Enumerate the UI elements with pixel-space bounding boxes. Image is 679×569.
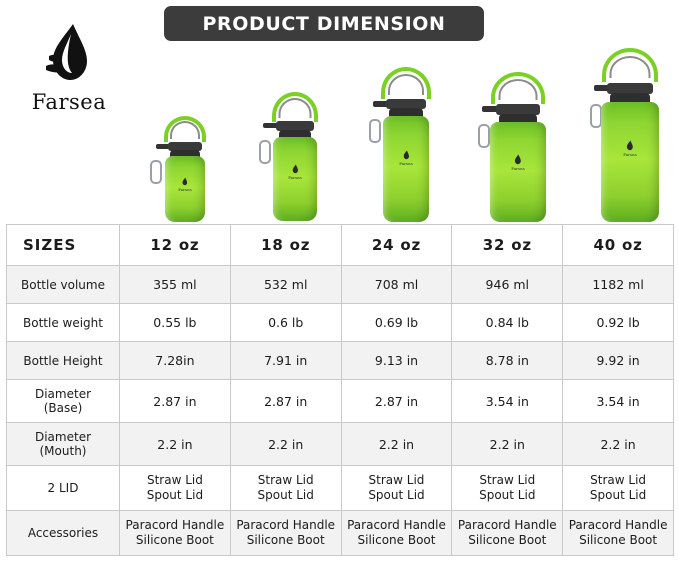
cell-lid-24oz-line2: Spout Lid	[368, 488, 425, 502]
cell-weight-40oz: 0.92 lb	[563, 304, 674, 342]
cell-lid-12oz	[120, 466, 231, 511]
bottle-body	[383, 116, 429, 222]
cell-accessories-40oz-line2: Silicone Boot	[579, 533, 658, 547]
bottle-lineup	[130, 42, 675, 222]
bottle-image-40oz	[580, 70, 679, 222]
table-header-40oz: 40 oz	[563, 225, 674, 266]
cell-diameter-base-40oz: 3.54 in	[563, 380, 674, 423]
row-label-2-lid: 2 LID	[7, 466, 120, 511]
cell-height-32oz: 8.78 in	[452, 342, 563, 380]
cell-lid-32oz-line1: Straw Lid	[479, 473, 536, 487]
cell-lid-18oz-line1: Straw Lid	[257, 473, 314, 487]
cell-diameter-base-24oz: 2.87 in	[341, 380, 452, 423]
page-title-banner	[164, 6, 484, 41]
cell-accessories-18oz	[230, 511, 341, 556]
cell-height-18oz: 7.91 in	[230, 342, 341, 380]
bottle-body	[273, 137, 317, 221]
bottle-image-32oz	[470, 92, 566, 222]
table-header-row	[7, 225, 674, 266]
cell-diameter-mouth-18oz: 2.2 in	[230, 423, 341, 466]
table-header-24oz: 24 oz	[341, 225, 452, 266]
cell-lid-18oz	[230, 466, 341, 511]
cell-diameter-base-18oz: 2.87 in	[230, 380, 341, 423]
table-row	[7, 423, 674, 466]
cell-diameter-base-32oz: 3.54 in	[452, 380, 563, 423]
bottle-brand-text: Farsea	[178, 187, 192, 193]
cell-accessories-40oz	[563, 511, 674, 556]
specification-table	[6, 224, 674, 556]
row-label-accessories: Accessories	[7, 511, 120, 556]
cell-lid-40oz-line2: Spout Lid	[589, 488, 647, 502]
bottle-brand-text: Farsea	[511, 166, 525, 171]
cell-diameter-mouth-40oz: 2.2 in	[563, 423, 674, 466]
cell-accessories-18oz-line2: Silicone Boot	[246, 533, 325, 547]
page-title: PRODUCT DIMENSION	[202, 12, 446, 35]
bottle-body	[165, 156, 205, 222]
cell-weight-12oz: 0.55 lb	[120, 304, 231, 342]
cell-volume-18oz: 532 ml	[230, 266, 341, 304]
cell-lid-40oz	[563, 466, 674, 511]
bottle-image-18oz	[255, 110, 335, 222]
cell-diameter-mouth-12oz: 2.2 in	[120, 423, 231, 466]
bottle-brand-mark	[399, 150, 413, 166]
table-header-label: SIZES	[7, 225, 120, 266]
cell-volume-12oz: 355 ml	[120, 266, 231, 304]
cell-volume-40oz: 1182 ml	[563, 266, 674, 304]
table-row	[7, 380, 674, 423]
table-header-18oz: 18 oz	[230, 225, 341, 266]
row-label-diameter-mouth	[7, 423, 120, 466]
table-row	[7, 511, 674, 556]
row-label-diameter-mouth-line1: Diameter	[34, 430, 92, 444]
table-header-32oz: 32 oz	[452, 225, 563, 266]
cell-volume-32oz: 946 ml	[452, 266, 563, 304]
bottle-brand-mark	[623, 140, 637, 157]
cell-lid-18oz-line2: Spout Lid	[257, 488, 314, 502]
cell-height-24oz: 9.13 in	[341, 342, 452, 380]
cell-accessories-40oz-line1: Paracord Handle	[568, 518, 668, 532]
table-row	[7, 342, 674, 380]
cell-weight-18oz: 0.6 lb	[230, 304, 341, 342]
cell-accessories-18oz-line1: Paracord Handle	[236, 518, 336, 532]
cell-diameter-mouth-32oz: 2.2 in	[452, 423, 563, 466]
carabiner-icon	[259, 140, 271, 164]
bottle-brand-mark	[178, 177, 192, 192]
bottle-brand-mark	[288, 164, 302, 180]
carabiner-icon	[369, 119, 381, 143]
row-label-diameter-base-line1: Diameter	[34, 387, 92, 401]
cell-accessories-12oz-line2: Silicone Boot	[135, 533, 214, 547]
bottle-brand-text: Farsea	[288, 174, 302, 180]
cell-weight-32oz: 0.84 lb	[452, 304, 563, 342]
cell-lid-40oz-line1: Straw Lid	[590, 473, 647, 487]
cell-lid-24oz	[341, 466, 452, 511]
bottle-brand-mark	[511, 154, 525, 171]
cell-accessories-12oz-line1: Paracord Handle	[125, 518, 225, 532]
cell-lid-32oz	[452, 466, 563, 511]
bottle-image-24oz	[363, 87, 449, 222]
bottle-brand-text: Farsea	[623, 152, 637, 158]
cell-accessories-24oz-line2: Silicone Boot	[357, 533, 436, 547]
cell-lid-32oz-line2: Spout Lid	[479, 488, 536, 502]
cell-lid-12oz-line2: Spout Lid	[146, 488, 204, 502]
cell-height-40oz: 9.92 in	[563, 342, 674, 380]
bottle-body	[601, 102, 659, 222]
brand-name: Farsea	[31, 90, 107, 114]
cell-diameter-base-12oz: 2.87 in	[120, 380, 231, 423]
cell-height-12oz: 7.28in	[120, 342, 231, 380]
cell-diameter-mouth-24oz: 2.2 in	[341, 423, 452, 466]
table-row	[7, 266, 674, 304]
bottle-image-12oz	[150, 132, 220, 222]
cell-volume-24oz: 708 ml	[341, 266, 452, 304]
cell-lid-24oz-line1: Straw Lid	[368, 473, 425, 487]
carabiner-icon	[478, 124, 490, 148]
row-label-diameter-base	[7, 380, 120, 423]
table-row	[7, 466, 674, 511]
row-label-bottle-volume: Bottle volume	[7, 266, 120, 304]
cell-accessories-24oz	[341, 511, 452, 556]
table-header-12oz: 12 oz	[120, 225, 231, 266]
bottle-body	[490, 122, 546, 222]
brand-logo	[14, 22, 124, 114]
cell-accessories-32oz-line1: Paracord Handle	[457, 518, 557, 532]
cell-accessories-12oz	[120, 511, 231, 556]
bottle-brand-text: Farsea	[399, 160, 413, 166]
cell-accessories-24oz-line1: Paracord Handle	[347, 518, 446, 532]
cell-accessories-32oz	[452, 511, 563, 556]
row-label-bottle-weight: Bottle weight	[7, 304, 120, 342]
cell-accessories-32oz-line2: Silicone Boot	[468, 533, 547, 547]
carabiner-icon	[150, 160, 162, 184]
row-label-bottle-height: Bottle Height	[7, 342, 120, 380]
cell-lid-12oz-line1: Straw Lid	[146, 473, 203, 487]
row-label-diameter-mouth-line2: (Mouth)	[39, 444, 87, 458]
water-drop-wave-icon	[14, 22, 124, 88]
row-label-diameter-base-line2: (Base)	[43, 401, 83, 415]
cell-weight-24oz: 0.69 lb	[341, 304, 452, 342]
table-row	[7, 304, 674, 342]
